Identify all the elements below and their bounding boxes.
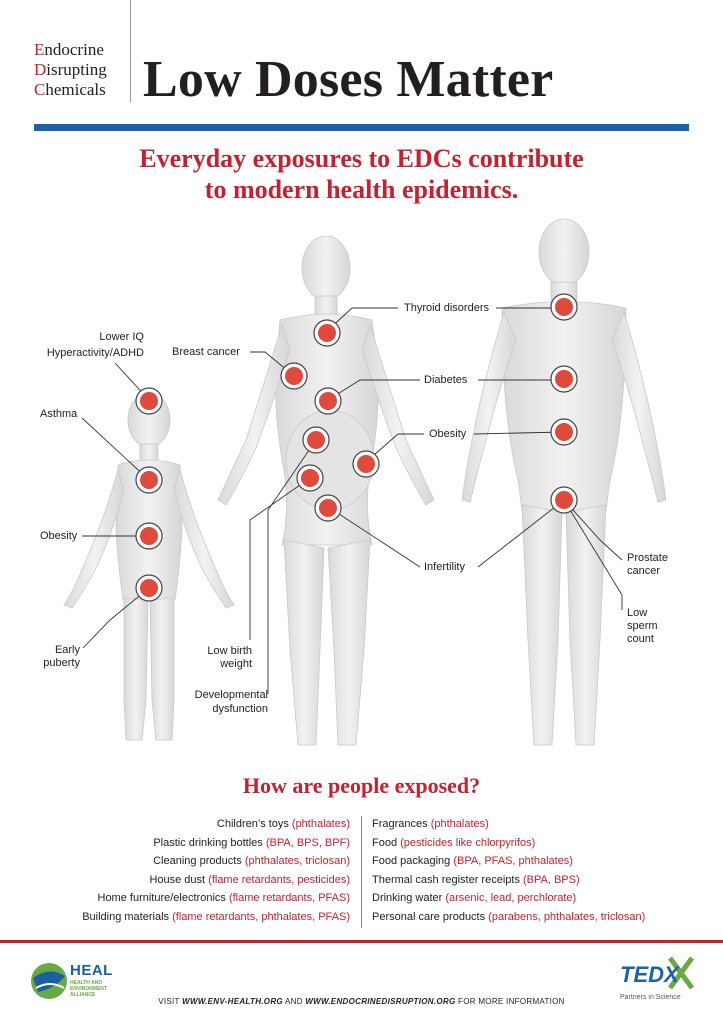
exposure-item: Thermal cash register receipts (BPA, BPS): [372, 873, 580, 886]
label-prostate: Prostate: [627, 552, 668, 564]
exposure-item: Children’s toys (phthalates): [216, 818, 350, 830]
label-obesity: Obesity: [429, 428, 467, 440]
exposure-item: Building materials (flame retardants, phthalates, PFAS): [82, 910, 350, 923]
footer-rule: [0, 940, 723, 943]
marker-man-groin: [551, 487, 577, 513]
tedx-name: TEDX: [620, 962, 679, 987]
exposure-item: Home furniture/electronics (flame retardants, PFAS): [97, 892, 350, 904]
label-count: count: [627, 633, 654, 645]
exposure-item: Cleaning products (phthalates, triclosan): [153, 855, 350, 867]
page-title: Low Doses Matter: [143, 51, 554, 108]
exposure-item: Personal care products (parabens, phthalates, triclosan): [372, 910, 646, 923]
subtitle: Everyday exposures to EDCs contribute to modern health epidemics.: [139, 144, 584, 204]
marker-woman-pancreas: [315, 388, 341, 414]
marker-child-head: [136, 388, 162, 414]
label-thyroid: Thyroid disorders: [404, 302, 489, 314]
label-breast-cancer: Breast cancer: [172, 346, 240, 358]
label-developmental: Developmental: [194, 689, 268, 701]
marker-child-groin: [136, 575, 162, 601]
heal-name: HEAL: [70, 962, 113, 979]
marker-man-pancreas: [551, 366, 577, 392]
visit-line: VISIT WWW.ENV-HEALTH.ORG AND WWW.ENDOCRINEDISRUPTION.ORG FOR MORE INFORMATION: [158, 997, 565, 1006]
exposure-column-divider: [361, 816, 362, 928]
exposure-right-column: [372, 815, 702, 926]
label-puberty: puberty: [43, 657, 80, 669]
exposure-left-column: [40, 815, 350, 926]
label-asthma: Asthma: [40, 408, 78, 420]
label-low: Low: [627, 607, 648, 619]
label-adhd: Hyperactivity/ADHD: [46, 347, 144, 359]
marker-woman-fetus-upper: [303, 427, 329, 453]
heal-subtitle: HEALTH AND ENVIRONMENT ALLIANCE: [70, 980, 107, 998]
label-obesity-child: Obesity: [40, 530, 78, 542]
edc-line-endocrine: Endocrine: [34, 40, 104, 59]
exposure-item: Food (pesticides like chlorpyrifos): [372, 836, 536, 849]
label-cancer: cancer: [627, 565, 661, 577]
label-diabetes: Diabetes: [424, 374, 468, 386]
marker-woman-fetus-lower: [297, 465, 323, 491]
edc-line-chemicals: Chemicals: [34, 80, 106, 99]
label-low-birth: Low birth: [207, 645, 252, 657]
exposure-title: How are people exposed?: [242, 773, 481, 798]
tedx-tagline: Partners in Science: [620, 994, 681, 1001]
marker-man-neck: [551, 294, 577, 320]
label-sperm: sperm: [627, 620, 658, 632]
marker-woman-neck: [314, 320, 340, 346]
endocrinedisruption-link[interactable]: WWW.ENDOCRINEDISRUPTION.ORG: [305, 997, 456, 1006]
marker-child-chest: [136, 467, 162, 493]
label-early: Early: [54, 644, 80, 656]
marker-man-belly: [551, 419, 577, 445]
marker-woman-breast: [281, 363, 307, 389]
exposure-item: Plastic drinking bottles (BPA, BPS, BPF): [153, 836, 350, 849]
exposure-item: Food packaging (BPA, PFAS, phthalates): [372, 855, 573, 867]
marker-child-belly: [136, 523, 162, 549]
env-health-link[interactable]: WWW.ENV-HEALTH.ORG: [182, 997, 283, 1006]
label-infertility: Infertility: [424, 561, 465, 573]
edc-line-disrupting: Disrupting: [34, 60, 107, 79]
exposure-item: House dust (flame retardants, pesticides): [149, 873, 350, 886]
exposure-item: Fragrances (phthalates): [372, 818, 489, 830]
label-weight: weight: [220, 658, 252, 670]
exposure-item: Drinking water (arsenic, lead, perchlorate): [372, 892, 577, 904]
label-dysfunction: dysfunction: [212, 703, 268, 715]
label-lower-iq: Lower IQ: [99, 331, 144, 343]
marker-woman-fat: [353, 451, 379, 477]
child-figure: [64, 393, 234, 740]
marker-woman-groin: [315, 495, 341, 521]
